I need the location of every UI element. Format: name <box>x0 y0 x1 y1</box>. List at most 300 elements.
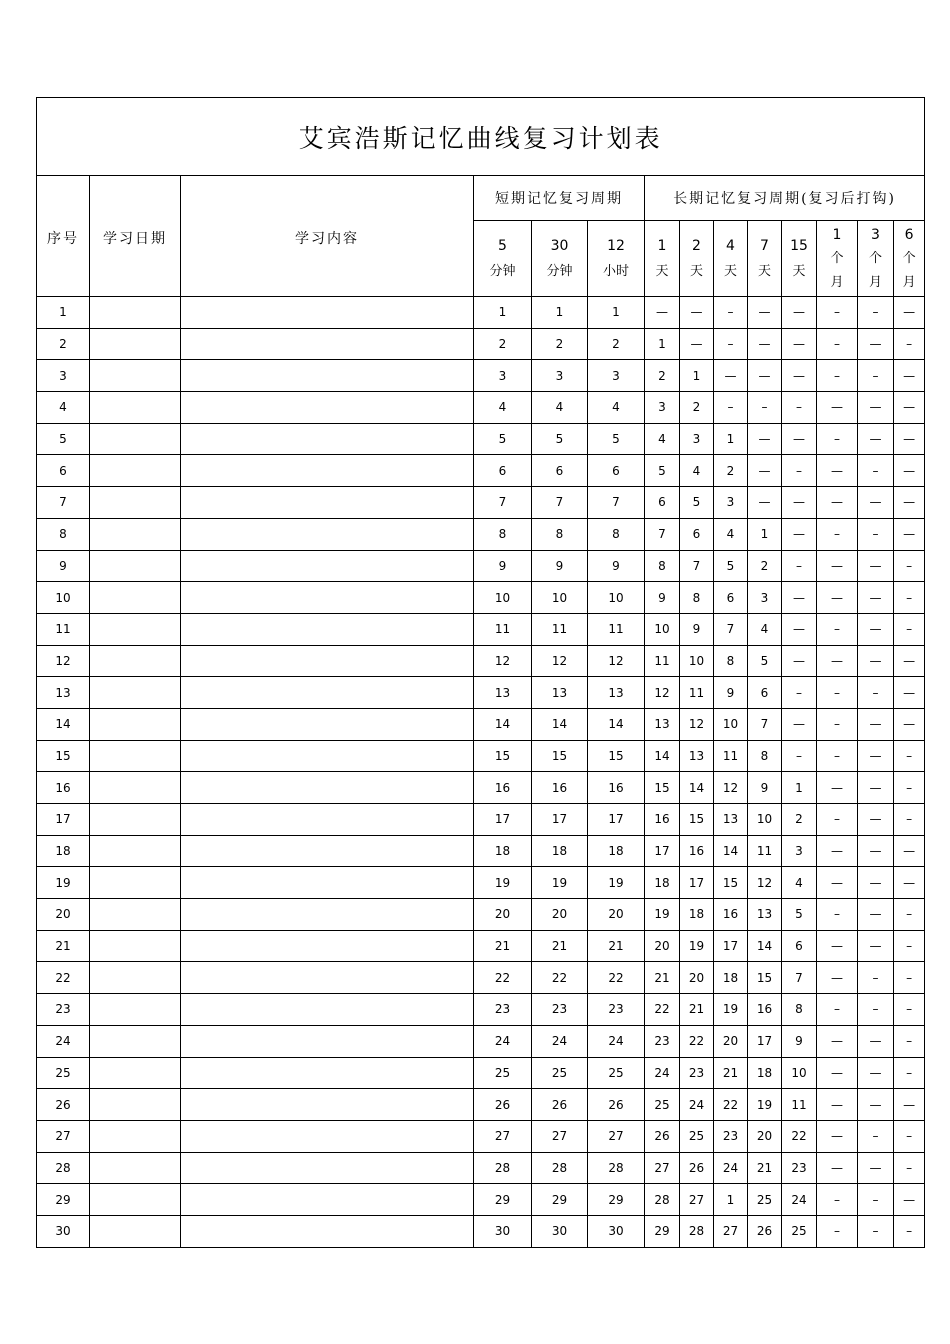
long-review-check-cell[interactable]: — <box>858 804 894 836</box>
long-review-check-cell[interactable]: – <box>894 1025 925 1057</box>
long-review-check-cell[interactable]: 24 <box>680 1089 714 1121</box>
study-content-cell[interactable] <box>181 1057 474 1089</box>
long-review-check-cell[interactable]: 14 <box>748 930 782 962</box>
long-review-check-cell[interactable]: – <box>894 962 925 994</box>
study-content-cell[interactable] <box>181 423 474 455</box>
long-review-check-cell[interactable]: 13 <box>680 740 714 772</box>
long-review-check-cell[interactable]: — <box>858 550 894 582</box>
long-review-check-cell[interactable]: — <box>817 772 858 804</box>
long-review-check-cell[interactable]: – <box>858 1215 894 1247</box>
long-review-check-cell[interactable]: 16 <box>645 804 680 836</box>
long-review-check-cell[interactable]: 13 <box>645 708 680 740</box>
long-review-check-cell[interactable]: — <box>782 423 817 455</box>
long-review-check-cell[interactable]: — <box>858 487 894 519</box>
long-review-check-cell[interactable]: 4 <box>782 867 817 899</box>
long-review-check-cell[interactable]: 10 <box>645 613 680 645</box>
long-review-check-cell[interactable]: 1 <box>680 360 714 392</box>
study-date-cell[interactable] <box>90 835 181 867</box>
study-content-cell[interactable] <box>181 930 474 962</box>
long-review-check-cell[interactable]: – <box>782 550 817 582</box>
long-review-check-cell[interactable]: – <box>817 328 858 360</box>
long-review-check-cell[interactable]: 9 <box>680 613 714 645</box>
long-review-check-cell[interactable]: — <box>782 297 817 329</box>
study-date-cell[interactable] <box>90 930 181 962</box>
long-review-check-cell[interactable]: — <box>894 455 925 487</box>
study-content-cell[interactable] <box>181 645 474 677</box>
long-review-check-cell[interactable]: 24 <box>714 1152 748 1184</box>
long-review-check-cell[interactable]: 25 <box>782 1215 817 1247</box>
long-review-check-cell[interactable]: 13 <box>748 899 782 931</box>
long-review-check-cell[interactable]: 10 <box>782 1057 817 1089</box>
long-review-check-cell[interactable]: — <box>858 740 894 772</box>
long-review-check-cell[interactable]: 3 <box>680 423 714 455</box>
long-review-check-cell[interactable]: 9 <box>645 582 680 614</box>
long-review-check-cell[interactable]: 15 <box>748 962 782 994</box>
long-review-check-cell[interactable]: 20 <box>645 930 680 962</box>
long-review-check-cell[interactable]: 4 <box>748 613 782 645</box>
long-review-check-cell[interactable]: — <box>782 487 817 519</box>
long-review-check-cell[interactable]: — <box>858 899 894 931</box>
long-review-check-cell[interactable]: – <box>714 392 748 424</box>
long-review-check-cell[interactable]: 23 <box>645 1025 680 1057</box>
long-review-check-cell[interactable]: – <box>894 740 925 772</box>
study-content-cell[interactable] <box>181 550 474 582</box>
long-review-check-cell[interactable]: — <box>858 392 894 424</box>
long-review-check-cell[interactable]: – <box>817 708 858 740</box>
long-review-check-cell[interactable]: – <box>782 677 817 709</box>
long-review-check-cell[interactable]: — <box>748 487 782 519</box>
long-review-check-cell[interactable]: 8 <box>645 550 680 582</box>
long-review-check-cell[interactable]: 18 <box>748 1057 782 1089</box>
long-review-check-cell[interactable]: — <box>858 930 894 962</box>
long-review-check-cell[interactable]: – <box>817 297 858 329</box>
long-review-check-cell[interactable]: 15 <box>714 867 748 899</box>
long-review-check-cell[interactable]: — <box>894 487 925 519</box>
long-review-check-cell[interactable]: 25 <box>748 1184 782 1216</box>
study-content-cell[interactable] <box>181 804 474 836</box>
long-review-check-cell[interactable]: — <box>894 645 925 677</box>
long-review-check-cell[interactable]: – <box>894 1057 925 1089</box>
long-review-check-cell[interactable]: 19 <box>748 1089 782 1121</box>
long-review-check-cell[interactable]: 22 <box>714 1089 748 1121</box>
long-review-check-cell[interactable]: — <box>817 930 858 962</box>
study-content-cell[interactable] <box>181 1184 474 1216</box>
long-review-check-cell[interactable]: — <box>894 1184 925 1216</box>
study-date-cell[interactable] <box>90 740 181 772</box>
long-review-check-cell[interactable]: 4 <box>680 455 714 487</box>
long-review-check-cell[interactable]: 11 <box>782 1089 817 1121</box>
study-date-cell[interactable] <box>90 867 181 899</box>
study-date-cell[interactable] <box>90 582 181 614</box>
long-review-check-cell[interactable]: 4 <box>645 423 680 455</box>
long-review-check-cell[interactable]: 4 <box>714 518 748 550</box>
long-review-check-cell[interactable]: 5 <box>645 455 680 487</box>
study-date-cell[interactable] <box>90 994 181 1026</box>
long-review-check-cell[interactable]: – <box>817 613 858 645</box>
long-review-check-cell[interactable]: 19 <box>714 994 748 1026</box>
long-review-check-cell[interactable]: 26 <box>645 1120 680 1152</box>
long-review-check-cell[interactable]: — <box>782 645 817 677</box>
study-content-cell[interactable] <box>181 455 474 487</box>
long-review-check-cell[interactable]: – <box>817 360 858 392</box>
long-review-check-cell[interactable]: — <box>782 328 817 360</box>
long-review-check-cell[interactable]: 23 <box>782 1152 817 1184</box>
long-review-check-cell[interactable]: – <box>714 328 748 360</box>
long-review-check-cell[interactable]: — <box>858 582 894 614</box>
long-review-check-cell[interactable]: 8 <box>680 582 714 614</box>
long-review-check-cell[interactable]: — <box>858 423 894 455</box>
long-review-check-cell[interactable]: 11 <box>714 740 748 772</box>
long-review-check-cell[interactable]: — <box>782 518 817 550</box>
long-review-check-cell[interactable]: — <box>680 328 714 360</box>
long-review-check-cell[interactable]: 28 <box>680 1215 714 1247</box>
study-content-cell[interactable] <box>181 867 474 899</box>
long-review-check-cell[interactable]: — <box>858 1025 894 1057</box>
study-content-cell[interactable] <box>181 1120 474 1152</box>
long-review-check-cell[interactable]: — <box>748 297 782 329</box>
long-review-check-cell[interactable]: 3 <box>748 582 782 614</box>
study-date-cell[interactable] <box>90 1057 181 1089</box>
long-review-check-cell[interactable]: 1 <box>645 328 680 360</box>
long-review-check-cell[interactable]: – <box>894 772 925 804</box>
long-review-check-cell[interactable]: — <box>782 360 817 392</box>
long-review-check-cell[interactable]: 15 <box>645 772 680 804</box>
study-content-cell[interactable] <box>181 1215 474 1247</box>
long-review-check-cell[interactable]: 3 <box>782 835 817 867</box>
long-review-check-cell[interactable]: 8 <box>782 994 817 1026</box>
study-date-cell[interactable] <box>90 962 181 994</box>
long-review-check-cell[interactable]: 19 <box>680 930 714 962</box>
long-review-check-cell[interactable]: 12 <box>748 867 782 899</box>
long-review-check-cell[interactable]: 13 <box>714 804 748 836</box>
study-date-cell[interactable] <box>90 645 181 677</box>
long-review-check-cell[interactable]: 24 <box>782 1184 817 1216</box>
long-review-check-cell[interactable]: 21 <box>680 994 714 1026</box>
long-review-check-cell[interactable]: — <box>894 1089 925 1121</box>
long-review-check-cell[interactable]: 9 <box>748 772 782 804</box>
long-review-check-cell[interactable]: 11 <box>680 677 714 709</box>
study-content-cell[interactable] <box>181 518 474 550</box>
long-review-check-cell[interactable]: 14 <box>680 772 714 804</box>
long-review-check-cell[interactable]: – <box>817 1215 858 1247</box>
long-review-check-cell[interactable]: 27 <box>645 1152 680 1184</box>
long-review-check-cell[interactable]: 2 <box>680 392 714 424</box>
long-review-check-cell[interactable]: 22 <box>645 994 680 1026</box>
long-review-check-cell[interactable]: — <box>782 582 817 614</box>
long-review-check-cell[interactable]: 15 <box>680 804 714 836</box>
long-review-check-cell[interactable]: — <box>817 835 858 867</box>
study-date-cell[interactable] <box>90 1184 181 1216</box>
long-review-check-cell[interactable]: – <box>817 423 858 455</box>
long-review-check-cell[interactable]: – <box>817 804 858 836</box>
long-review-check-cell[interactable]: – <box>894 1215 925 1247</box>
long-review-check-cell[interactable]: 21 <box>748 1152 782 1184</box>
long-review-check-cell[interactable]: — <box>782 708 817 740</box>
long-review-check-cell[interactable]: — <box>858 835 894 867</box>
long-review-check-cell[interactable]: — <box>858 645 894 677</box>
long-review-check-cell[interactable]: 2 <box>645 360 680 392</box>
study-date-cell[interactable] <box>90 1215 181 1247</box>
study-date-cell[interactable] <box>90 1120 181 1152</box>
study-content-cell[interactable] <box>181 740 474 772</box>
study-date-cell[interactable] <box>90 772 181 804</box>
long-review-check-cell[interactable]: 2 <box>714 455 748 487</box>
long-review-check-cell[interactable]: – <box>858 1184 894 1216</box>
study-date-cell[interactable] <box>90 677 181 709</box>
study-content-cell[interactable] <box>181 297 474 329</box>
study-date-cell[interactable] <box>90 550 181 582</box>
long-review-check-cell[interactable]: — <box>817 455 858 487</box>
long-review-check-cell[interactable]: 17 <box>645 835 680 867</box>
long-review-check-cell[interactable]: — <box>817 867 858 899</box>
long-review-check-cell[interactable]: 20 <box>748 1120 782 1152</box>
long-review-check-cell[interactable]: — <box>858 867 894 899</box>
long-review-check-cell[interactable]: 12 <box>680 708 714 740</box>
long-review-check-cell[interactable]: – <box>894 328 925 360</box>
long-review-check-cell[interactable]: – <box>894 1152 925 1184</box>
long-review-check-cell[interactable]: – <box>817 994 858 1026</box>
long-review-check-cell[interactable]: — <box>858 328 894 360</box>
long-review-check-cell[interactable]: — <box>817 550 858 582</box>
long-review-check-cell[interactable]: 27 <box>680 1184 714 1216</box>
study-date-cell[interactable] <box>90 423 181 455</box>
long-review-check-cell[interactable]: — <box>748 360 782 392</box>
long-review-check-cell[interactable]: — <box>894 518 925 550</box>
long-review-check-cell[interactable]: 6 <box>748 677 782 709</box>
long-review-check-cell[interactable]: 25 <box>645 1089 680 1121</box>
study-date-cell[interactable] <box>90 487 181 519</box>
long-review-check-cell[interactable]: — <box>894 867 925 899</box>
long-review-check-cell[interactable]: – <box>817 518 858 550</box>
long-review-check-cell[interactable]: 1 <box>782 772 817 804</box>
long-review-check-cell[interactable]: – <box>858 994 894 1026</box>
long-review-check-cell[interactable]: 7 <box>680 550 714 582</box>
study-date-cell[interactable] <box>90 1089 181 1121</box>
long-review-check-cell[interactable]: – <box>858 518 894 550</box>
study-date-cell[interactable] <box>90 392 181 424</box>
long-review-check-cell[interactable]: 8 <box>748 740 782 772</box>
long-review-check-cell[interactable]: 6 <box>680 518 714 550</box>
long-review-check-cell[interactable]: — <box>748 455 782 487</box>
long-review-check-cell[interactable]: — <box>817 1057 858 1089</box>
long-review-check-cell[interactable]: — <box>817 1152 858 1184</box>
long-review-check-cell[interactable]: 8 <box>714 645 748 677</box>
long-review-check-cell[interactable]: 17 <box>680 867 714 899</box>
long-review-check-cell[interactable]: — <box>858 613 894 645</box>
study-content-cell[interactable] <box>181 487 474 519</box>
long-review-check-cell[interactable]: 17 <box>748 1025 782 1057</box>
long-review-check-cell[interactable]: 18 <box>680 899 714 931</box>
long-review-check-cell[interactable]: – <box>817 1184 858 1216</box>
long-review-check-cell[interactable]: — <box>748 423 782 455</box>
long-review-check-cell[interactable]: 5 <box>748 645 782 677</box>
long-review-check-cell[interactable]: – <box>894 899 925 931</box>
study-content-cell[interactable] <box>181 835 474 867</box>
long-review-check-cell[interactable]: 2 <box>782 804 817 836</box>
long-review-check-cell[interactable]: 1 <box>714 423 748 455</box>
long-review-check-cell[interactable]: – <box>894 804 925 836</box>
long-review-check-cell[interactable]: — <box>714 360 748 392</box>
long-review-check-cell[interactable]: 9 <box>782 1025 817 1057</box>
long-review-check-cell[interactable]: 1 <box>748 518 782 550</box>
long-review-check-cell[interactable]: 26 <box>680 1152 714 1184</box>
long-review-check-cell[interactable]: 14 <box>714 835 748 867</box>
long-review-check-cell[interactable]: 27 <box>714 1215 748 1247</box>
long-review-check-cell[interactable]: – <box>894 994 925 1026</box>
long-review-check-cell[interactable]: — <box>748 328 782 360</box>
long-review-check-cell[interactable]: 21 <box>714 1057 748 1089</box>
study-date-cell[interactable] <box>90 455 181 487</box>
long-review-check-cell[interactable]: 6 <box>714 582 748 614</box>
study-content-cell[interactable] <box>181 708 474 740</box>
long-review-check-cell[interactable]: 25 <box>680 1120 714 1152</box>
long-review-check-cell[interactable]: 24 <box>645 1057 680 1089</box>
long-review-check-cell[interactable]: 22 <box>782 1120 817 1152</box>
long-review-check-cell[interactable]: 7 <box>645 518 680 550</box>
long-review-check-cell[interactable]: — <box>817 645 858 677</box>
long-review-check-cell[interactable]: – <box>858 360 894 392</box>
long-review-check-cell[interactable]: 11 <box>748 835 782 867</box>
study-content-cell[interactable] <box>181 994 474 1026</box>
long-review-check-cell[interactable]: – <box>817 740 858 772</box>
long-review-check-cell[interactable]: 7 <box>748 708 782 740</box>
long-review-check-cell[interactable]: – <box>782 455 817 487</box>
long-review-check-cell[interactable]: – <box>782 392 817 424</box>
long-review-check-cell[interactable]: – <box>894 1120 925 1152</box>
study-date-cell[interactable] <box>90 297 181 329</box>
study-date-cell[interactable] <box>90 518 181 550</box>
long-review-check-cell[interactable]: 9 <box>714 677 748 709</box>
study-content-cell[interactable] <box>181 613 474 645</box>
long-review-check-cell[interactable]: — <box>858 1152 894 1184</box>
long-review-check-cell[interactable]: — <box>858 708 894 740</box>
long-review-check-cell[interactable]: — <box>645 297 680 329</box>
long-review-check-cell[interactable]: – <box>894 613 925 645</box>
long-review-check-cell[interactable]: – <box>894 930 925 962</box>
long-review-check-cell[interactable]: 10 <box>748 804 782 836</box>
long-review-check-cell[interactable]: — <box>894 423 925 455</box>
long-review-check-cell[interactable]: – <box>858 297 894 329</box>
long-review-check-cell[interactable]: — <box>894 392 925 424</box>
long-review-check-cell[interactable]: 28 <box>645 1184 680 1216</box>
long-review-check-cell[interactable]: — <box>894 297 925 329</box>
long-review-check-cell[interactable]: – <box>858 962 894 994</box>
long-review-check-cell[interactable]: – <box>858 455 894 487</box>
study-content-cell[interactable] <box>181 1025 474 1057</box>
long-review-check-cell[interactable]: — <box>894 360 925 392</box>
long-review-check-cell[interactable]: 6 <box>782 930 817 962</box>
study-content-cell[interactable] <box>181 328 474 360</box>
long-review-check-cell[interactable]: 11 <box>645 645 680 677</box>
long-review-check-cell[interactable]: — <box>817 582 858 614</box>
long-review-check-cell[interactable]: 3 <box>645 392 680 424</box>
long-review-check-cell[interactable]: 18 <box>645 867 680 899</box>
long-review-check-cell[interactable]: — <box>858 1089 894 1121</box>
long-review-check-cell[interactable]: 10 <box>714 708 748 740</box>
long-review-check-cell[interactable]: — <box>817 392 858 424</box>
long-review-check-cell[interactable]: 12 <box>645 677 680 709</box>
long-review-check-cell[interactable]: – <box>782 740 817 772</box>
long-review-check-cell[interactable]: 16 <box>680 835 714 867</box>
long-review-check-cell[interactable]: 20 <box>714 1025 748 1057</box>
long-review-check-cell[interactable]: 29 <box>645 1215 680 1247</box>
long-review-check-cell[interactable]: – <box>817 899 858 931</box>
long-review-check-cell[interactable]: – <box>894 550 925 582</box>
study-date-cell[interactable] <box>90 1152 181 1184</box>
study-content-cell[interactable] <box>181 677 474 709</box>
long-review-check-cell[interactable]: — <box>680 297 714 329</box>
long-review-check-cell[interactable]: – <box>894 582 925 614</box>
long-review-check-cell[interactable]: – <box>858 677 894 709</box>
long-review-check-cell[interactable]: – <box>858 1120 894 1152</box>
long-review-check-cell[interactable]: — <box>858 772 894 804</box>
study-date-cell[interactable] <box>90 708 181 740</box>
long-review-check-cell[interactable]: 1 <box>714 1184 748 1216</box>
long-review-check-cell[interactable]: – <box>714 297 748 329</box>
study-content-cell[interactable] <box>181 962 474 994</box>
study-date-cell[interactable] <box>90 613 181 645</box>
long-review-check-cell[interactable]: 17 <box>714 930 748 962</box>
long-review-check-cell[interactable]: — <box>817 1089 858 1121</box>
long-review-check-cell[interactable]: — <box>817 1120 858 1152</box>
study-date-cell[interactable] <box>90 328 181 360</box>
long-review-check-cell[interactable]: 6 <box>645 487 680 519</box>
long-review-check-cell[interactable]: — <box>894 835 925 867</box>
study-content-cell[interactable] <box>181 772 474 804</box>
long-review-check-cell[interactable]: 2 <box>748 550 782 582</box>
study-date-cell[interactable] <box>90 360 181 392</box>
long-review-check-cell[interactable]: — <box>894 708 925 740</box>
study-date-cell[interactable] <box>90 804 181 836</box>
study-date-cell[interactable] <box>90 899 181 931</box>
long-review-check-cell[interactable]: 23 <box>680 1057 714 1089</box>
study-content-cell[interactable] <box>181 1152 474 1184</box>
long-review-check-cell[interactable]: 23 <box>714 1120 748 1152</box>
long-review-check-cell[interactable]: 26 <box>748 1215 782 1247</box>
long-review-check-cell[interactable]: — <box>817 487 858 519</box>
study-content-cell[interactable] <box>181 360 474 392</box>
long-review-check-cell[interactable]: — <box>858 1057 894 1089</box>
long-review-check-cell[interactable]: – <box>748 392 782 424</box>
study-content-cell[interactable] <box>181 899 474 931</box>
long-review-check-cell[interactable]: 7 <box>782 962 817 994</box>
long-review-check-cell[interactable]: — <box>817 1025 858 1057</box>
study-date-cell[interactable] <box>90 1025 181 1057</box>
long-review-check-cell[interactable]: 18 <box>714 962 748 994</box>
long-review-check-cell[interactable]: 5 <box>680 487 714 519</box>
long-review-check-cell[interactable]: 20 <box>680 962 714 994</box>
long-review-check-cell[interactable]: 3 <box>714 487 748 519</box>
study-content-cell[interactable] <box>181 392 474 424</box>
long-review-check-cell[interactable]: — <box>894 677 925 709</box>
long-review-check-cell[interactable]: 21 <box>645 962 680 994</box>
long-review-check-cell[interactable]: — <box>782 613 817 645</box>
long-review-check-cell[interactable]: 16 <box>748 994 782 1026</box>
long-review-check-cell[interactable]: 5 <box>782 899 817 931</box>
long-review-check-cell[interactable]: 19 <box>645 899 680 931</box>
study-content-cell[interactable] <box>181 582 474 614</box>
long-review-check-cell[interactable]: 10 <box>680 645 714 677</box>
long-review-check-cell[interactable]: 16 <box>714 899 748 931</box>
long-review-check-cell[interactable]: 14 <box>645 740 680 772</box>
long-review-check-cell[interactable]: — <box>817 962 858 994</box>
long-review-check-cell[interactable]: 7 <box>714 613 748 645</box>
study-content-cell[interactable] <box>181 1089 474 1121</box>
long-review-check-cell[interactable]: – <box>817 677 858 709</box>
long-review-check-cell[interactable]: 12 <box>714 772 748 804</box>
long-review-check-cell[interactable]: 22 <box>680 1025 714 1057</box>
long-review-check-cell[interactable]: 5 <box>714 550 748 582</box>
